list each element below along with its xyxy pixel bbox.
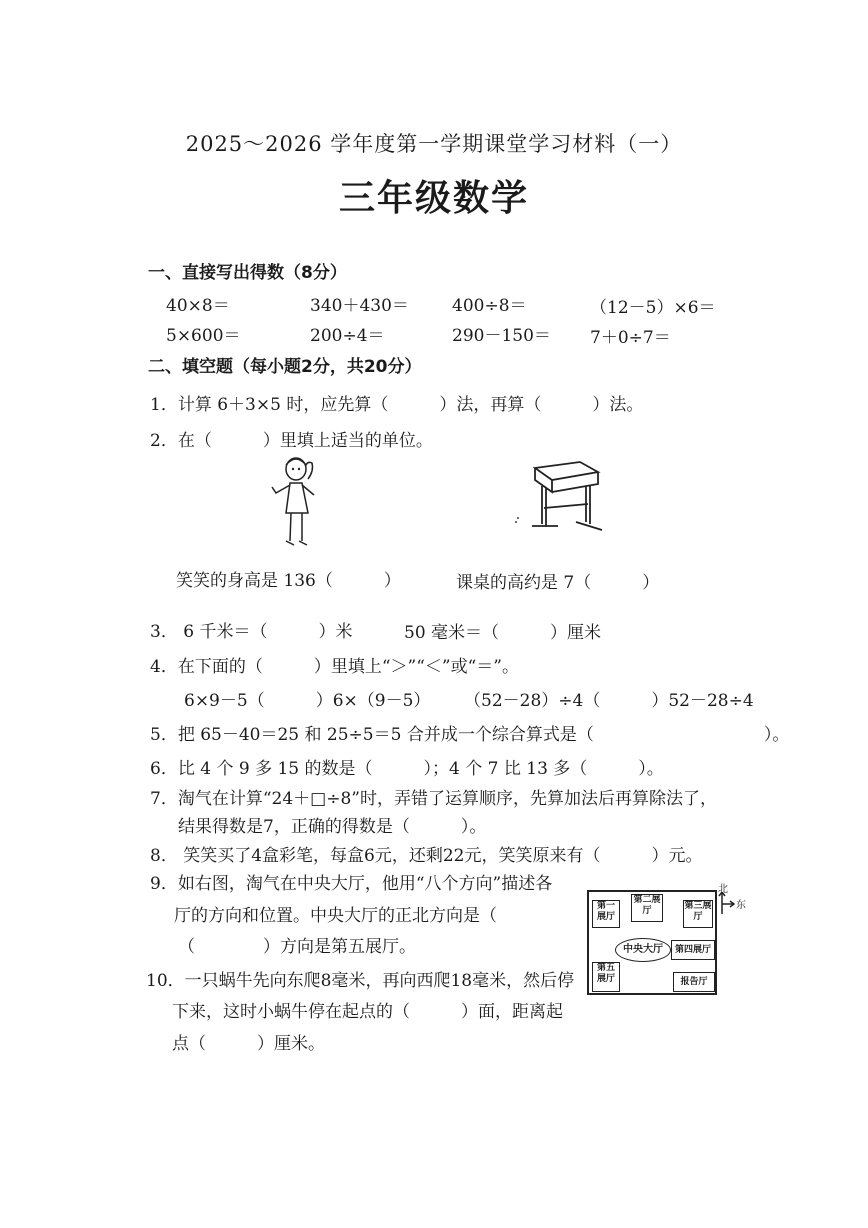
calc-item: 400÷8＝	[452, 296, 527, 316]
question-4: 4．在下面的（ ）里填上“＞”“＜”或“＝”。	[150, 657, 519, 677]
question-9-line1: 9．如右图，淘气在中央大厅，他用“八个方向”描述各	[150, 874, 553, 894]
worksheet-title: 三年级数学	[338, 178, 529, 219]
calc-item: 40×8＝	[166, 296, 230, 316]
hall-5: 第五展厅	[592, 962, 620, 992]
central-hall: 中央大厅	[615, 938, 671, 962]
calc-item: 290－150＝	[452, 326, 551, 346]
report-hall: 报告厅	[673, 972, 715, 992]
question-6: 6．比 4 个 9 多 15 的数是（ ）；4 个 7 比 13 多（ ）。	[150, 759, 664, 779]
question-5: 5．把 65－40＝25 和 25÷5＝5 合并成一个综合算式是（ ）。	[150, 725, 790, 745]
question-9-line2: 厅的方向和位置。中央大厅的正北方向是（	[174, 906, 497, 926]
compass-east-label: 东	[736, 900, 746, 911]
question-10-line3: 点（ ）厘米。	[172, 1034, 325, 1054]
question-3a: 3． 6 千米＝（ ）米	[150, 622, 353, 642]
calc-item: 340＋430＝	[310, 296, 409, 316]
section1-heading: 一、直接写出得数（8分）	[148, 263, 347, 283]
hall-2: 第二展厅	[631, 894, 663, 922]
hall-map	[587, 890, 717, 995]
question-7-line1: 7．淘气在计算“24＋□÷8”时，弄错了运算顺序，先算加法后再算除法了，	[150, 789, 717, 809]
question-7-line2: 结果得数是7，正确的得数是（ ）。	[178, 817, 487, 837]
question-1: 1．计算 6＋3×5 时，应先算（ ）法，再算（ ）法。	[150, 395, 644, 415]
calc-item: （12－5）×6＝	[590, 298, 716, 318]
question-3b: 50 毫米＝（ ）厘米	[404, 623, 602, 643]
question-9-line3: （ ）方向是第五展厅。	[178, 937, 416, 957]
caption-desk: 课桌的高约是 7（ ）	[456, 573, 660, 593]
question-10-line2: 下来，这时小蜗牛停在起点的（ ）面，距离起	[172, 1002, 563, 1022]
worksheet-subtitle: 2025～2026 学年度第一学期课堂学习材料（一）	[185, 132, 683, 156]
caption-height: 笑笑的身高是 136（ ）	[176, 571, 401, 591]
hall-1: 第一展厅	[592, 900, 620, 928]
question-10-line1: 10．一只蜗牛先向东爬8毫米，再向西爬18毫米，然后停	[146, 971, 575, 991]
desk-illustration	[510, 460, 610, 548]
calc-item: 200÷4＝	[310, 326, 385, 346]
hall-3: 第三展厅	[683, 900, 713, 928]
girl-illustration	[264, 453, 324, 553]
calc-item: 5×600＝	[166, 326, 241, 346]
question-8: 8． 笑笑买了4盒彩笔，每盒6元，还剩22元，笑笑原来有（ ）元。	[150, 846, 703, 866]
compass	[718, 880, 748, 916]
question-4-right: （52－28）÷4（ ）52－28÷4	[464, 691, 754, 711]
compass-north-label: 北	[718, 884, 728, 895]
compass-arrow-icon	[718, 892, 736, 916]
section2-heading: 二、填空题（每小题2分，共20分）	[148, 357, 422, 377]
question-2: 2．在（ ）里填上适当的单位。	[150, 431, 433, 451]
question-4-left: 6×9－5（ ）6×（9－5）	[184, 691, 431, 711]
calc-item: 7＋0÷7＝	[590, 328, 671, 348]
hall-4: 第四展厅	[671, 940, 715, 960]
